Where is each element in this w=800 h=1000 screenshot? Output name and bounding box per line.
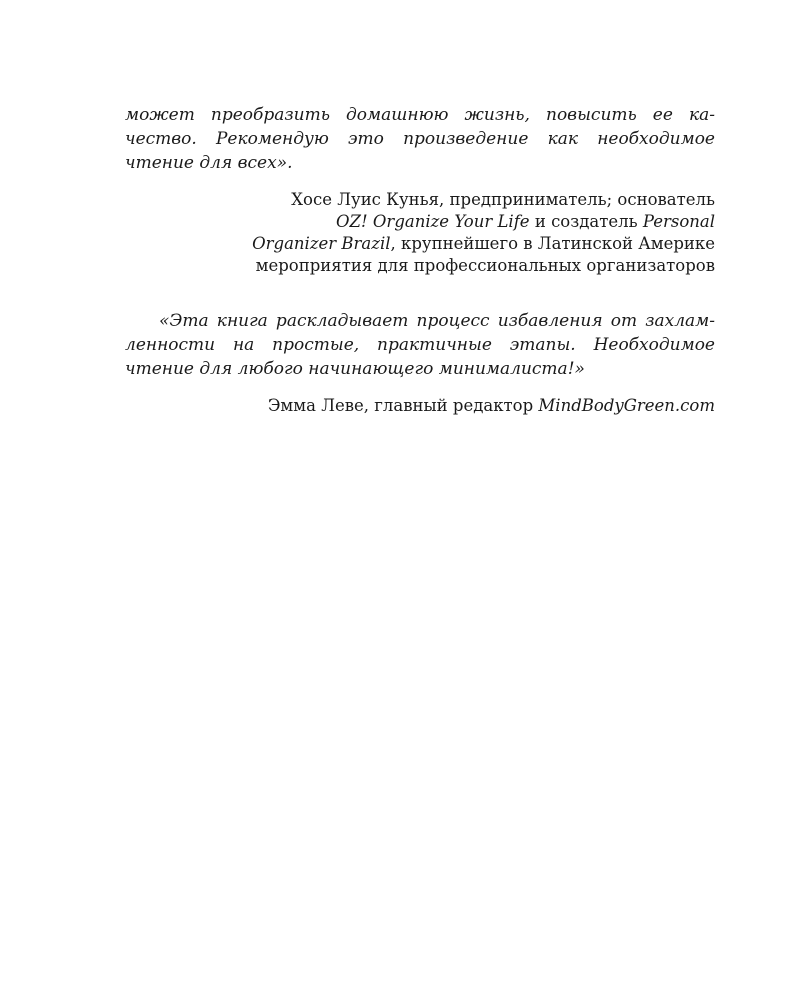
book-page [125,103,715,417]
testimonial-attribution-1 [125,189,715,277]
quote-1-line-1: может преобразить домашнюю жизнь, повысить ее ка- [125,105,715,125]
quote-2-line-3: чтение для любого начинающего минималиста!» [125,359,585,379]
org-name-oz: OZ! Organize Your Life [336,212,530,231]
attribution-1-connector: и создатель [529,212,643,231]
attribution-2-line-1 [125,395,715,417]
quote-1-line-2: чество. Рекомендую это произведение как необходимое [125,129,715,149]
attribution-1-line-2 [125,211,715,233]
attribution-1-line-1: Хосе Луис Кунья, предприниматель; основатель [291,190,715,209]
quote-1-line-3: чтение для всех». [125,153,293,173]
attribution-1-description: , крупнейшего в Латинской Америке [390,234,715,253]
testimonial-attribution-2 [125,395,715,417]
testimonial-quote-1 [125,103,715,175]
quote-2-line-1: «Эта книга раскладывает процесс избавления от захлам- [159,311,715,331]
testimonial-quote-2 [125,309,715,381]
publication-name: MindBodyGreen.com [538,396,715,415]
attribution-2-author: Эмма Леве, главный редактор [267,396,539,415]
attribution-1-line-4: мероприятия для профессиональных организаторов [255,256,715,275]
quote-2-line-2: ленности на простые, практичные этапы. Необходимое [125,335,715,355]
attribution-1-line-3 [125,233,715,255]
org-name-personal: Personal [642,212,715,231]
org-name-brazil: Organizer Brazil [252,234,391,253]
